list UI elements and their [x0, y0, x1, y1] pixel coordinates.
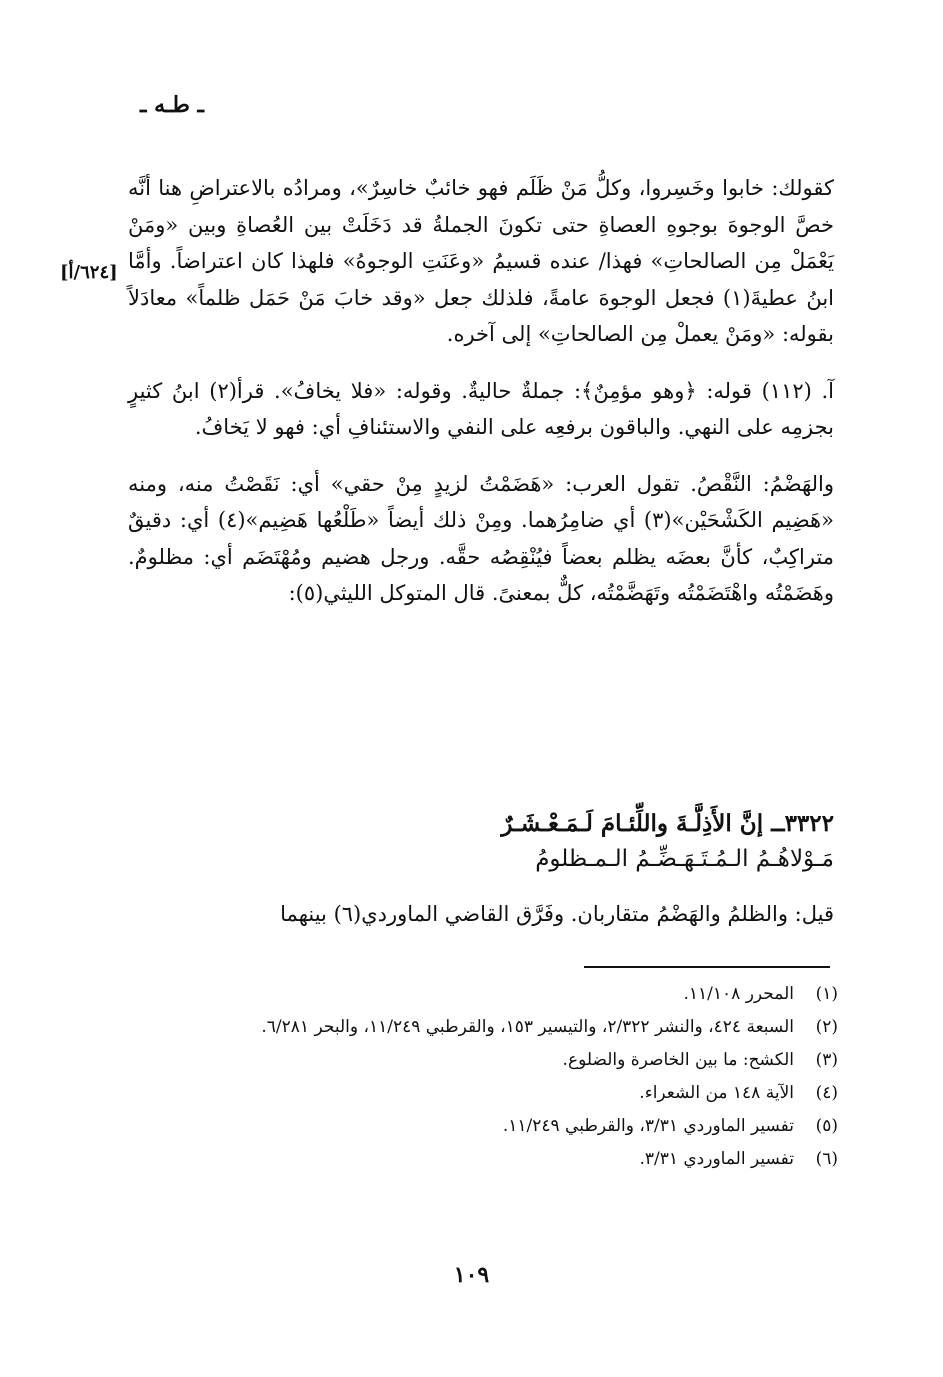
footnote-text: السبعة ٤٢٤، والنشر ٢/٣٢٢، والتيسير ١٥٣، والقرطبي ١١/٢٤٩، والبحر ٦/٢٨١.	[261, 1017, 794, 1037]
footnote-text: تفسير الماوردي ٣/٣١.	[639, 1149, 794, 1169]
main-text	[128, 170, 834, 612]
footnote	[140, 1044, 838, 1077]
footnote-number: (٢)	[815, 1017, 838, 1037]
verse-second-hemistich: مَـوْلاهُـمُ الـمُـتَـهَـضِّـمُ الـمـظلومُ	[535, 846, 834, 872]
footnote-number: (٤)	[815, 1083, 838, 1103]
footnote-number: (١)	[815, 984, 838, 1004]
footnote-separator	[584, 966, 830, 968]
footnote-number: (٥)	[815, 1116, 838, 1136]
verse-first-hemistich: ٣٣٢٢ــ إنَّ الأَذِلَّـةَ واللِّئـامَ لَـمَـعْـشَـرٌ	[501, 810, 834, 837]
paragraph: كقولك: خابوا وخَسِروا، وكلُّ مَنْ ظَلَم فهو خائبٌ خاسِرٌ»، ومرادُه بالاعتراضِ هنا أنَّه خصَّ الوجوهَ بوجوهِ العصاةِ حتى تكونَ الجملةُ قد دَخَلَتْ بين العُصاةِ وبين «ومَنْ يَعْمَلْ مِن الصالحاتِ» فهذا/ عنده قسيمُ «وعَنَتِ الوجوهُ» فلهذا كان اعتراضاً. وأمَّا ابنُ عطيةَ(١) فجعل الوجوهَ عامةً، فلذلك جعل «وقد خابَ مَنْ حَمَل ظلماً» معادَلاً بقوله: «ومَنْ يعملْ مِن الصالحاتِ» إلى آخره.	[128, 176, 835, 346]
footnote-text: الآية ١٤٨ من الشعراء.	[639, 1083, 794, 1103]
running-header: ـ طـه ـ	[140, 92, 204, 118]
footnote-number: (٦)	[815, 1149, 838, 1169]
footnotes	[140, 978, 838, 1176]
paragraph: قيل: والظلمُ والهَضْمُ متقاربان. وفَرَّق القاضي الماوردي(٦) بينهما	[280, 902, 834, 926]
paragraph: والهَضْمُ: النَّقْصُ. تقول العرب: «هَضَمْتُ لزيدٍ مِنْ حقي» أي: نَقَصْتُ منه، ومنه «هَضِيم الكَشْحَيْن»(٣) أي ضامِرُهما. ومِنْ ذلك أيضاً «طَلْعُها هَضِيم»(٤) أي: دقيقٌ متراكِبٌ، كأنَّ بعضَه يظلم بعضاً فيُنْقِصُه حقَّه. ورجل هضيم ومُهْتَضَم أي: مظلومٌ. وهَضَمْتُه واهْتَضَمْتُه وتَهَضَّمْتُه، كلٌّ بمعنىً. قال المتوكل الليثي(٥):	[128, 471, 834, 605]
footnote-text: تفسير الماوردي ٣/٣١، والقرطبي ١١/٢٤٩.	[502, 1116, 794, 1136]
footnote	[140, 978, 838, 1011]
footnote	[140, 1143, 838, 1176]
footnote	[140, 1110, 838, 1143]
footnote	[140, 1077, 838, 1110]
footnote-text: الكشح: ما بين الخاصرة والضلوع.	[562, 1050, 794, 1070]
page-number: ١٠٩	[453, 1262, 490, 1288]
footnote	[140, 1011, 838, 1044]
paragraph: آ. (١١٢) قوله: ﴿وهو مؤمِنٌ﴾: جملةٌ حاليةٌ. وقوله: «فلا يخافُ». قرأ(٢) ابنُ كثيرٍ بجزمِه على النهي. والباقون برفعِه على النفي والاستئنافِ أي: فهو لا يَخافُ.	[128, 378, 834, 439]
footnote-number: (٣)	[815, 1050, 838, 1070]
manuscript-folio-note: [٦٢٤/أ]	[60, 262, 118, 283]
footnote-text: المحرر ١١/١٠٨.	[683, 984, 794, 1004]
